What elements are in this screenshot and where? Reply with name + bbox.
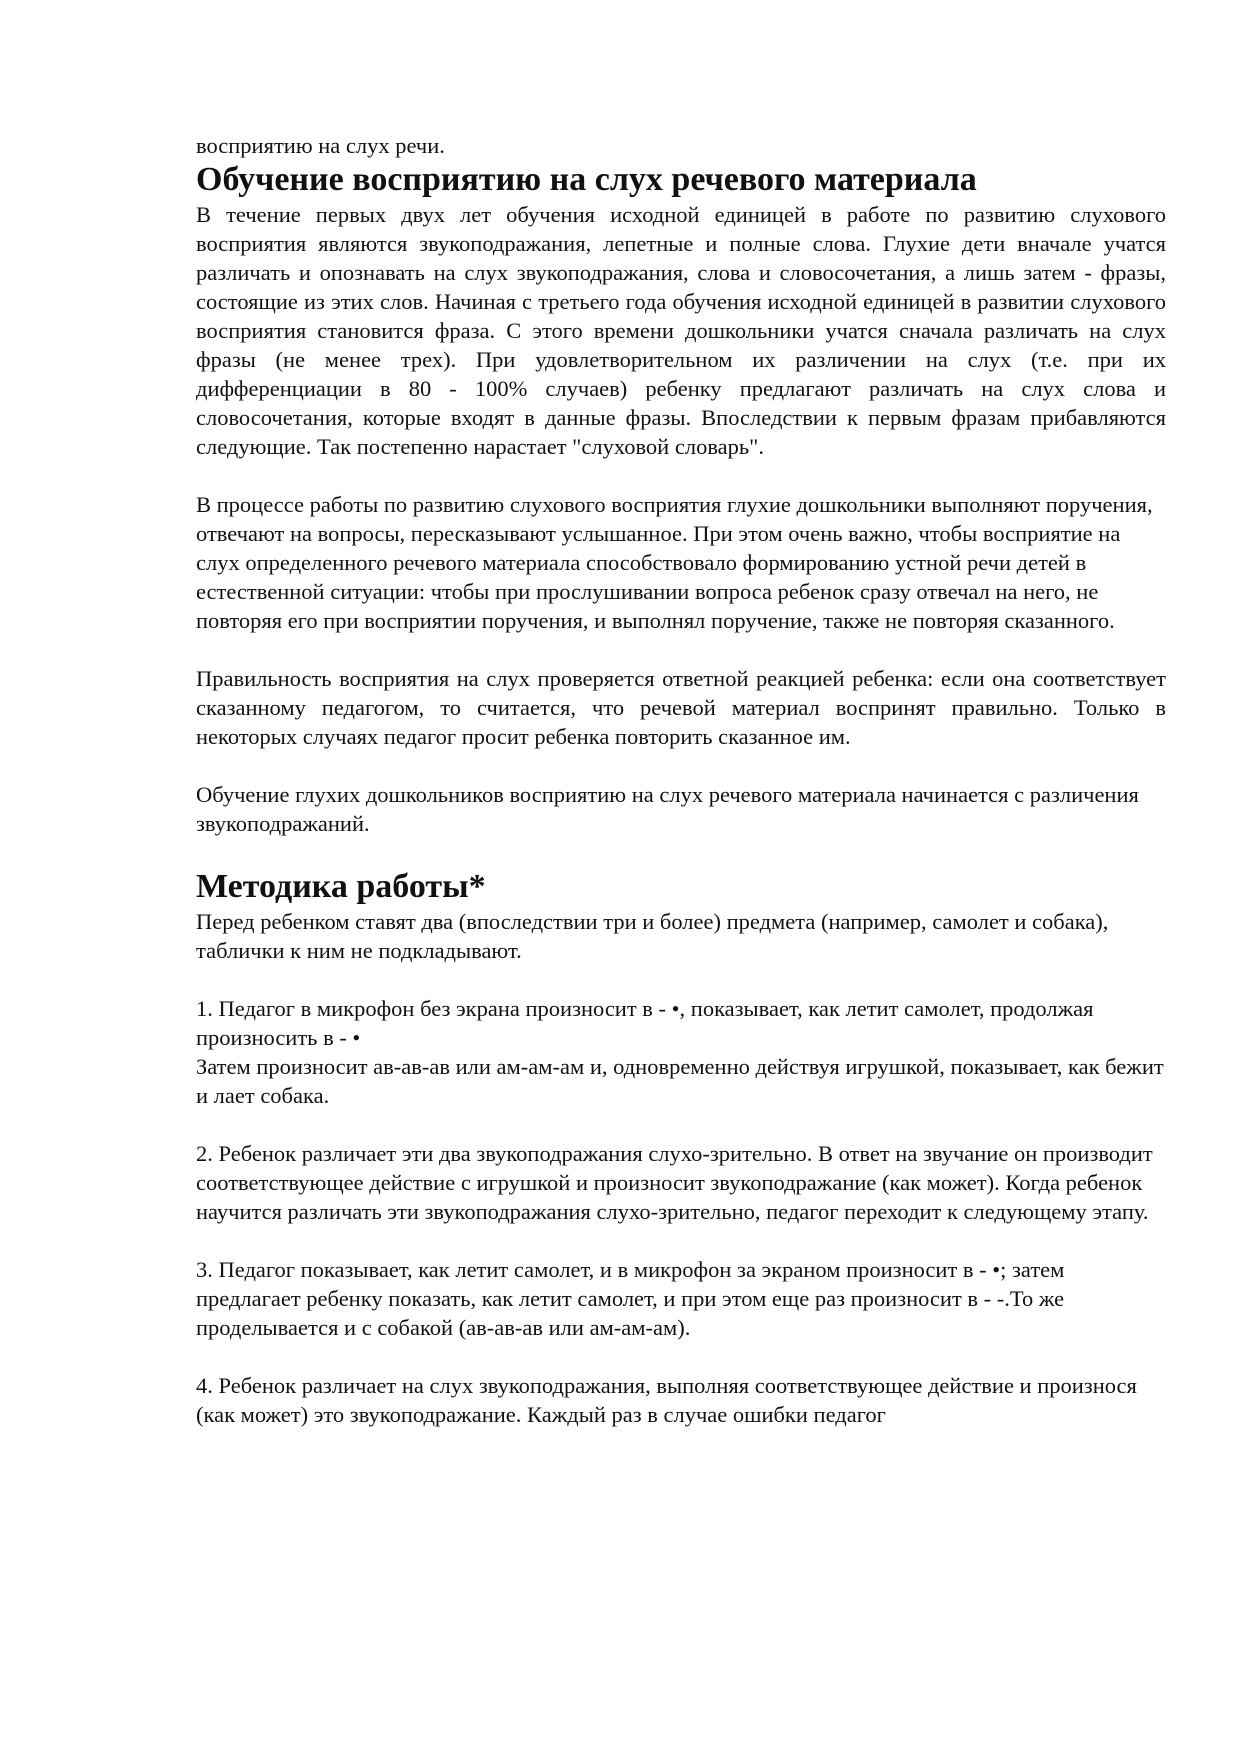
paragraph-setup: Перед ребенком ставят два (впоследствии три и более) предмета (например, самолет и собака), таблички к ним не подкладывают. (196, 909, 1109, 963)
paragraph-correctness: Правильность восприятия на слух проверяется ответной реакцией ребенка: если она соответствует сказанному педагогом, то считается, что речевой материал воспринят правильно. Только в некоторых случаях педагог просит ребенка повторить сказанное им. (196, 666, 1166, 749)
intro-fragment: восприятию на слух речи. (196, 133, 445, 158)
step-1: 1. Педагог в микрофон без экрана произносит в - •, показывает, как летит самолет, продолжая произносить в - • (196, 996, 1094, 1050)
paragraph-units: В течение первых двух лет обучения исходной единицей в работе по развитию слухового восприятия являются звукоподражания, лепетные и полные слова. Глухие дети вначале учатся различать и опознавать на слух звукоподражания, слова и словосочетания, а лишь затем - фразы, состоящие из этих слов. Начиная с третьего года обучения исходной единицей в развитии слухового восприятия становится фраза. С этого времени дошкольники учатся сначала различать на слух фразы (не менее трех). При удовлетворительном их различении на слух (т.е. при их дифференциации в 80 - 100% случаев) ребенку предлагают различать на слух слова и словосочетания, которые входят в данные фразы. Впоследствии к первым фразам прибавляются следующие. Так постепенно нарастает "слуховой словарь". (196, 202, 1166, 459)
step-2: 2. Ребенок различает эти два звукоподражания слухо-зрительно. В ответ на звучание он производит соответствующее действие с игрушкой и произносит звукоподражание (как может). Когда ребенок научится различать эти звукоподражания слухо-зрительно, педагог переходит к следующему этапу. (196, 1141, 1153, 1224)
step-3: 3. Педагог показывает, как летит самолет, и в микрофон за экраном произносит в - •; затем предлагает ребенку показать, как летит самолет, и при этом еще раз произносит в - -.То же проделывается и с собакой (ав-ав-ав или ам-ам-ам). (196, 1257, 1065, 1340)
section-heading-perception: Обучение восприятию на слух речевого материала (196, 161, 977, 198)
paragraph-start: Обучение глухих дошкольников восприятию на слух речевого материала начинается с различения звукоподражаний. (196, 782, 1139, 836)
document-page (196, 131, 1166, 1458)
step-1-continued: Затем произносит ав-ав-ав или ам-ам-ам и, одновременно действуя игрушкой, показывает, как бежит и лает собака. (196, 1054, 1164, 1108)
step-4: 4. Ребенок различает на слух звукоподражания, выполняя соответствующее действие и произнося (как может) это звукоподражание. Каждый раз в случае ошибки педагог (196, 1373, 1137, 1427)
section-heading-method: Методика работы* (196, 868, 486, 905)
paragraph-process: В процессе работы по развитию слухового восприятия глухие дошкольники выполняют поручения, отвечают на вопросы, пересказывают услышанное. При этом очень важно, чтобы восприятие на слух определенного речевого материала способствовало формированию устной речи детей в естественной ситуации: чтобы при прослушивании вопроса ребенок сразу отвечал на него, не повторяя его при восприятии поручения, и выполнял поручение, также не повторяя сказанного. (196, 492, 1153, 633)
